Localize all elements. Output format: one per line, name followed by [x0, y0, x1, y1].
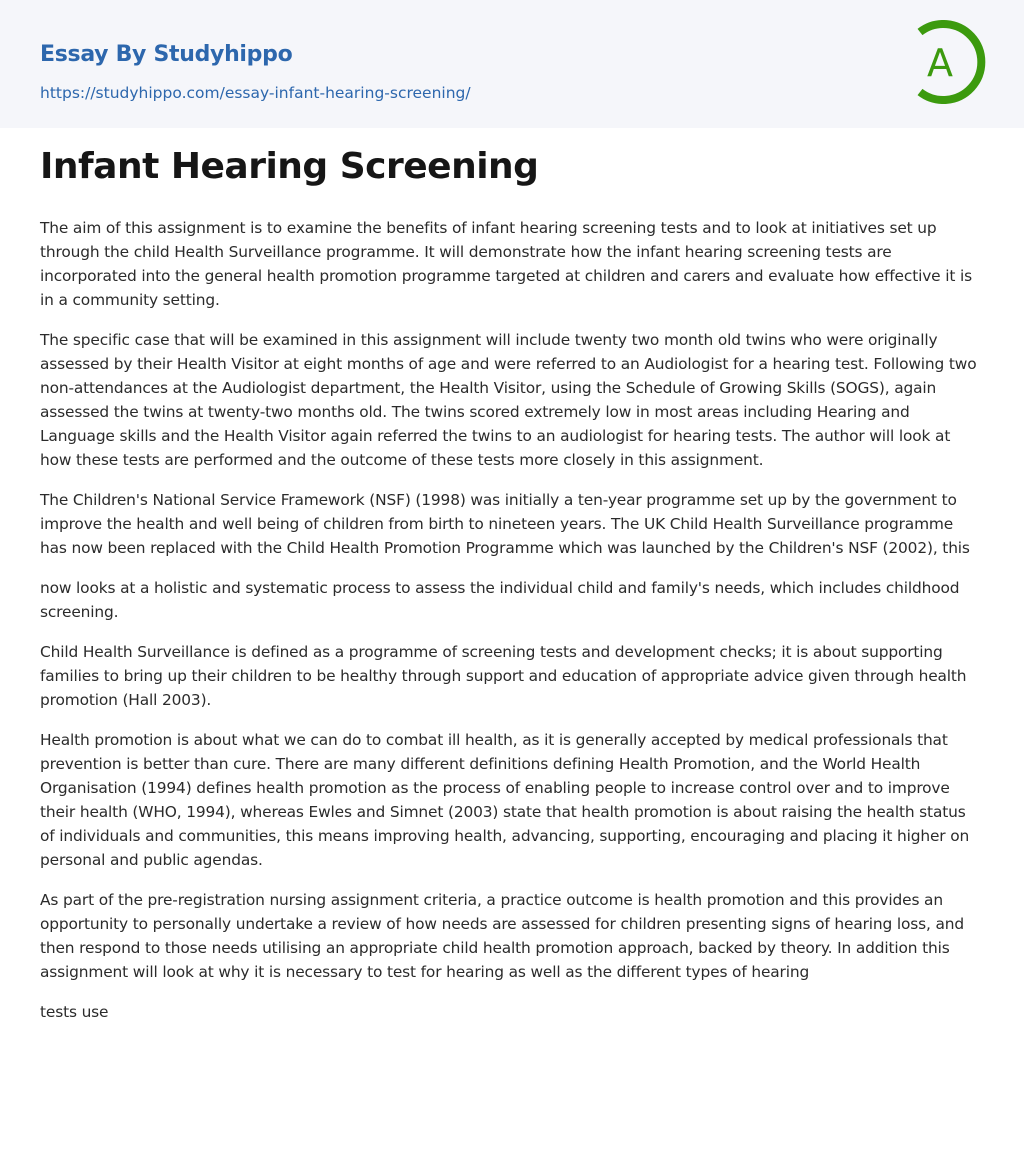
essay-body [0, 128, 1024, 1070]
essay-url-link[interactable]: https://studyhippo.com/essay-infant-hearing-screening/ [40, 84, 471, 102]
paragraph: now looks at a holistic and systematic process to assess the individual child and family's needs, which includes childhood screening. [40, 579, 960, 621]
page-title: Infant Hearing Screening [40, 146, 539, 187]
paragraph: Health promotion is about what we can do to combat ill health, as it is generally accepted by medical professionals that prevention is better than cure. There are many different definitions defining Health Promotion, and the World Health Organisation (1994) defines health promotion as the process of enabling people to increase control over and to improve their health (WHO, 1994), whereas Ewles and Simnet (2003) state that health promotion is about raising the health status of individuals and communities, this means improving health, advancing, supporting, encouraging and placing it higher on personal and public agendas. [40, 731, 970, 869]
paragraph: tests use [40, 1003, 109, 1021]
paragraph: The aim of this assignment is to examine the benefits of infant hearing screening tests and to look at initiatives set up through the child Health Surveillance programme. It will demonstrate how the infant hearing screening tests are incorporated into the general health promotion programme targeted at children and carers and evaluate how effective it is in a community setting. [40, 219, 972, 309]
brand-title: Essay By Studyhippo [40, 42, 293, 67]
site-header [0, 0, 1024, 128]
studyhippo-logo-icon[interactable] [912, 20, 986, 104]
paragraph: The Children's National Service Framework (NSF) (1998) was initially a ten-year programme set up by the government to improve the health and well being of children from birth to nineteen years. The UK Child Health Surveillance programme has now been replaced with the Child Health Promotion Programme which was launched by the Children's NSF (2002), this [40, 491, 970, 557]
paragraph: As part of the pre-registration nursing assignment criteria, a practice outcome is health promotion and this provides an opportunity to personally undertake a review of how needs are assessed for children presenting signs of hearing loss, and then respond to those needs utilising an appropriate child health promotion approach, backed by theory. In addition this assignment will look at why it is necessary to test for hearing as well as the different types of hearing [40, 891, 964, 981]
svg-text:A: A [927, 41, 953, 85]
paragraph: The specific case that will be examined in this assignment will include twenty two month old twins who were originally assessed by their Health Visitor at eight months of age and were referred to an Audiologist for a hearing test. Following two non-attendances at the Audiologist department, the Health Visitor, using the Schedule of Growing Skills (SOGS), again assessed the twins at twenty-two months old. The twins scored extremely low in most areas including Hearing and Language skills and the Health Visitor again referred the twins to an audiologist for hearing tests. The author will look at how these tests are performed and the outcome of these tests more closely in this assignment. [40, 331, 977, 469]
paragraph: Child Health Surveillance is defined as a programme of screening tests and development checks; it is about supporting families to bring up their children to be healthy through support and education of appropriate advice given through health promotion (Hall 2003). [40, 643, 967, 709]
